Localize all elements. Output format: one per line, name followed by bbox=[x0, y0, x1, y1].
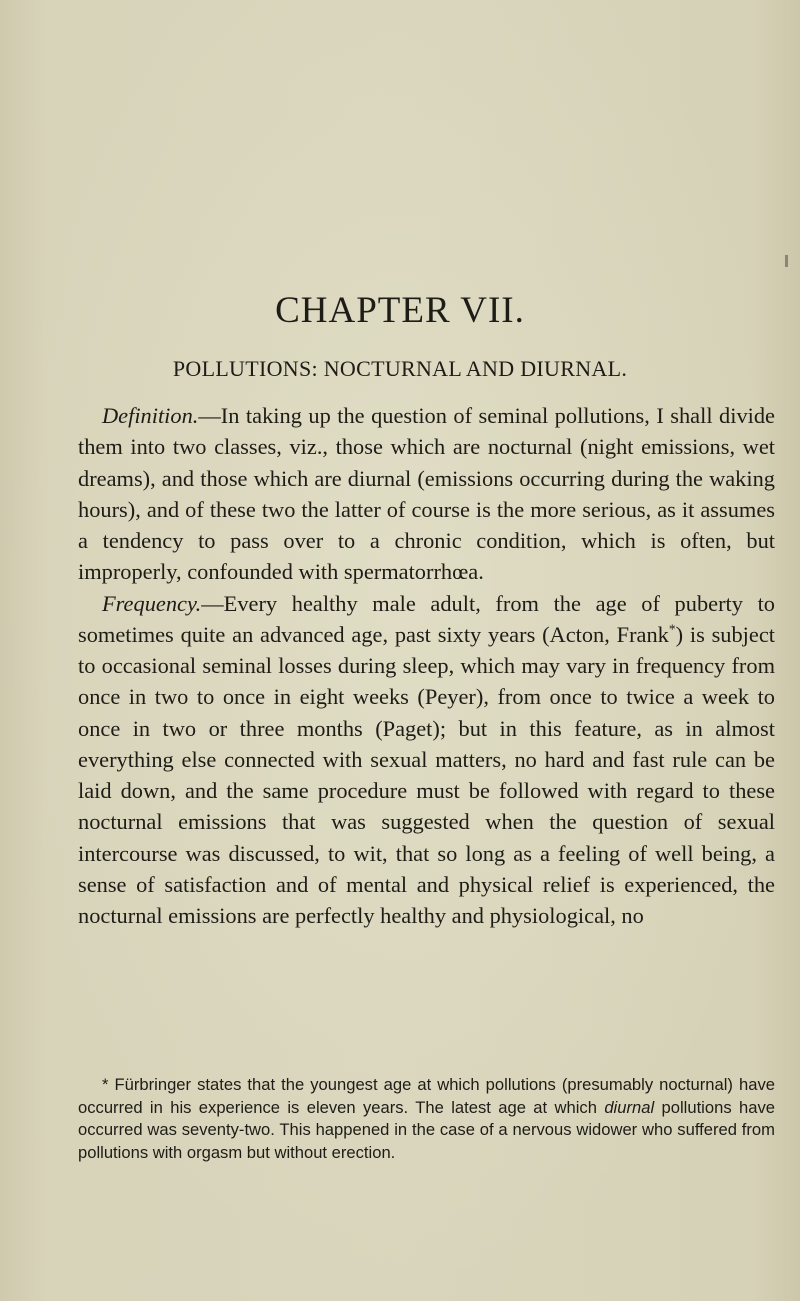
footnote-emphasis: diurnal bbox=[604, 1097, 655, 1117]
footnote-reference: * bbox=[668, 621, 676, 637]
paragraph-definition bbox=[78, 400, 775, 588]
body-text bbox=[78, 400, 775, 931]
footnote-text: pollutions have occurred was seventy-two. This happened in the case of a nervous widower who suffered from pollutions with orgasm but without erection. bbox=[78, 1097, 775, 1162]
paragraph-text: ) is subject to occasional seminal losses during sleep, which may vary in frequency from once in two to once in eight weeks (Peyer), from once to twice a week to once in two or three months (Paget); but in this feature, as in almost everything else connected with sexual matters, no hard and fast rule can be laid down, and the same procedure must be followed with regard to these nocturnal emissions that was suggested when the question of sexual intercourse was discussed, to wit, that so long as a feeling of well being, a sense of satisfaction and of mental and physical relief is experienced, the nocturnal emissions are perfectly healthy and physiological, no bbox=[78, 621, 775, 928]
footnote bbox=[78, 1074, 775, 1164]
paragraph-text: —In taking up the question of seminal pollutions, I shall divide them into two classes, viz., those which are nocturnal (night emissions, wet dreams), and those which are diurnal (emissions occurring during the waking hours), and of these two the latter of course is the more serious, as it assumes a tendency to pass over to a chronic condition, which is often, but improperly, confounded with spermatorrhœa. bbox=[78, 403, 775, 585]
paragraph-label: Definition. bbox=[102, 403, 199, 428]
paragraph-text: —Every healthy male adult, from the age of puberty to sometimes quite an advanced age, past sixty years (Acton, Frank bbox=[78, 590, 775, 647]
footnote-marker: * bbox=[102, 1075, 109, 1094]
footnote-text: Fürbringer states that the youngest age at which pollutions (presumably nocturnal) have occurred in his experience is eleven years. The latest age at which bbox=[78, 1075, 775, 1117]
page-edge-mark bbox=[785, 255, 788, 267]
chapter-title: CHAPTER VII. bbox=[275, 290, 525, 331]
paragraph-frequency bbox=[78, 588, 775, 932]
paragraph-label: Frequency. bbox=[102, 590, 202, 616]
section-heading: POLLUTIONS: NOCTURNAL AND DIURNAL. bbox=[172, 356, 628, 381]
footnotes bbox=[78, 1074, 775, 1164]
